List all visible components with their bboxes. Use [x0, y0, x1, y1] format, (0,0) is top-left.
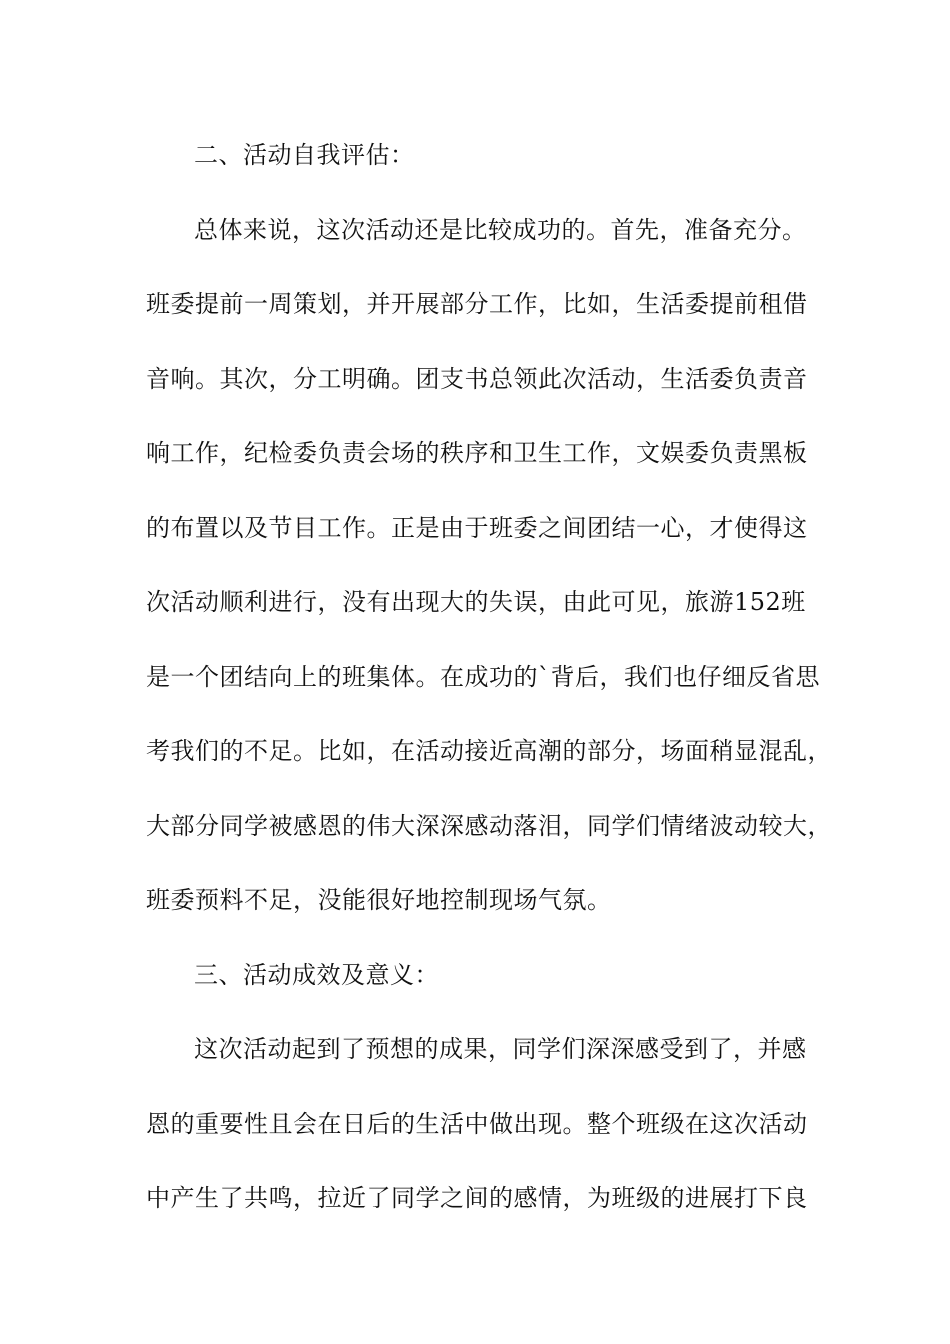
paragraph-line: 的布置以及节目工作。正是由于班委之间团结一心，才使得这	[146, 513, 808, 542]
section3-heading: 三、活动成效及意义：	[194, 960, 439, 989]
paragraph-line: 班委提前一周策划，并开展部分工作，比如，生活委提前租借	[146, 290, 808, 318]
paragraph-line: 响工作，纪检委负责会场的秩序和卫生工作，文娱委负责黑板	[146, 439, 808, 467]
paragraph-line: 这次活动起到了预想的成果，同学们深深感受到了，并感	[194, 1035, 807, 1063]
paragraph-line: 大部分同学被感恩的伟大深深感动落泪，同学们情绪波动较大，	[146, 811, 832, 840]
paragraph-line: 是一个团结向上的班集体。在成功的`背后，我们也仔细反省思	[146, 662, 820, 691]
paragraph-line: 恩的重要性且会在日后的生活中做出现。整个班级在这次活动	[146, 1109, 808, 1138]
section2-heading: 二、活动自我评估：	[194, 141, 415, 169]
paragraph-line: 音响。其次，分工明确。团支书总领此次活动，生活委负责音	[146, 364, 808, 393]
paragraph-line: 考我们的不足。比如，在活动接近高潮的部分，场面稍显混乱，	[146, 737, 832, 765]
paragraph-line: 次活动顺利进行，没有出现大的失误，由此可见，旅游152班	[146, 588, 806, 616]
paragraph-line: 总体来说，这次活动还是比较成功的。首先，准备充分。	[194, 215, 807, 244]
paragraph-line: 班委预料不足，没能很好地控制现场气氛。	[146, 886, 612, 914]
paragraph-line: 中产生了共鸣，拉近了同学之间的感情，为班级的进展打下良	[146, 1184, 808, 1212]
document-body	[146, 127, 836, 1245]
